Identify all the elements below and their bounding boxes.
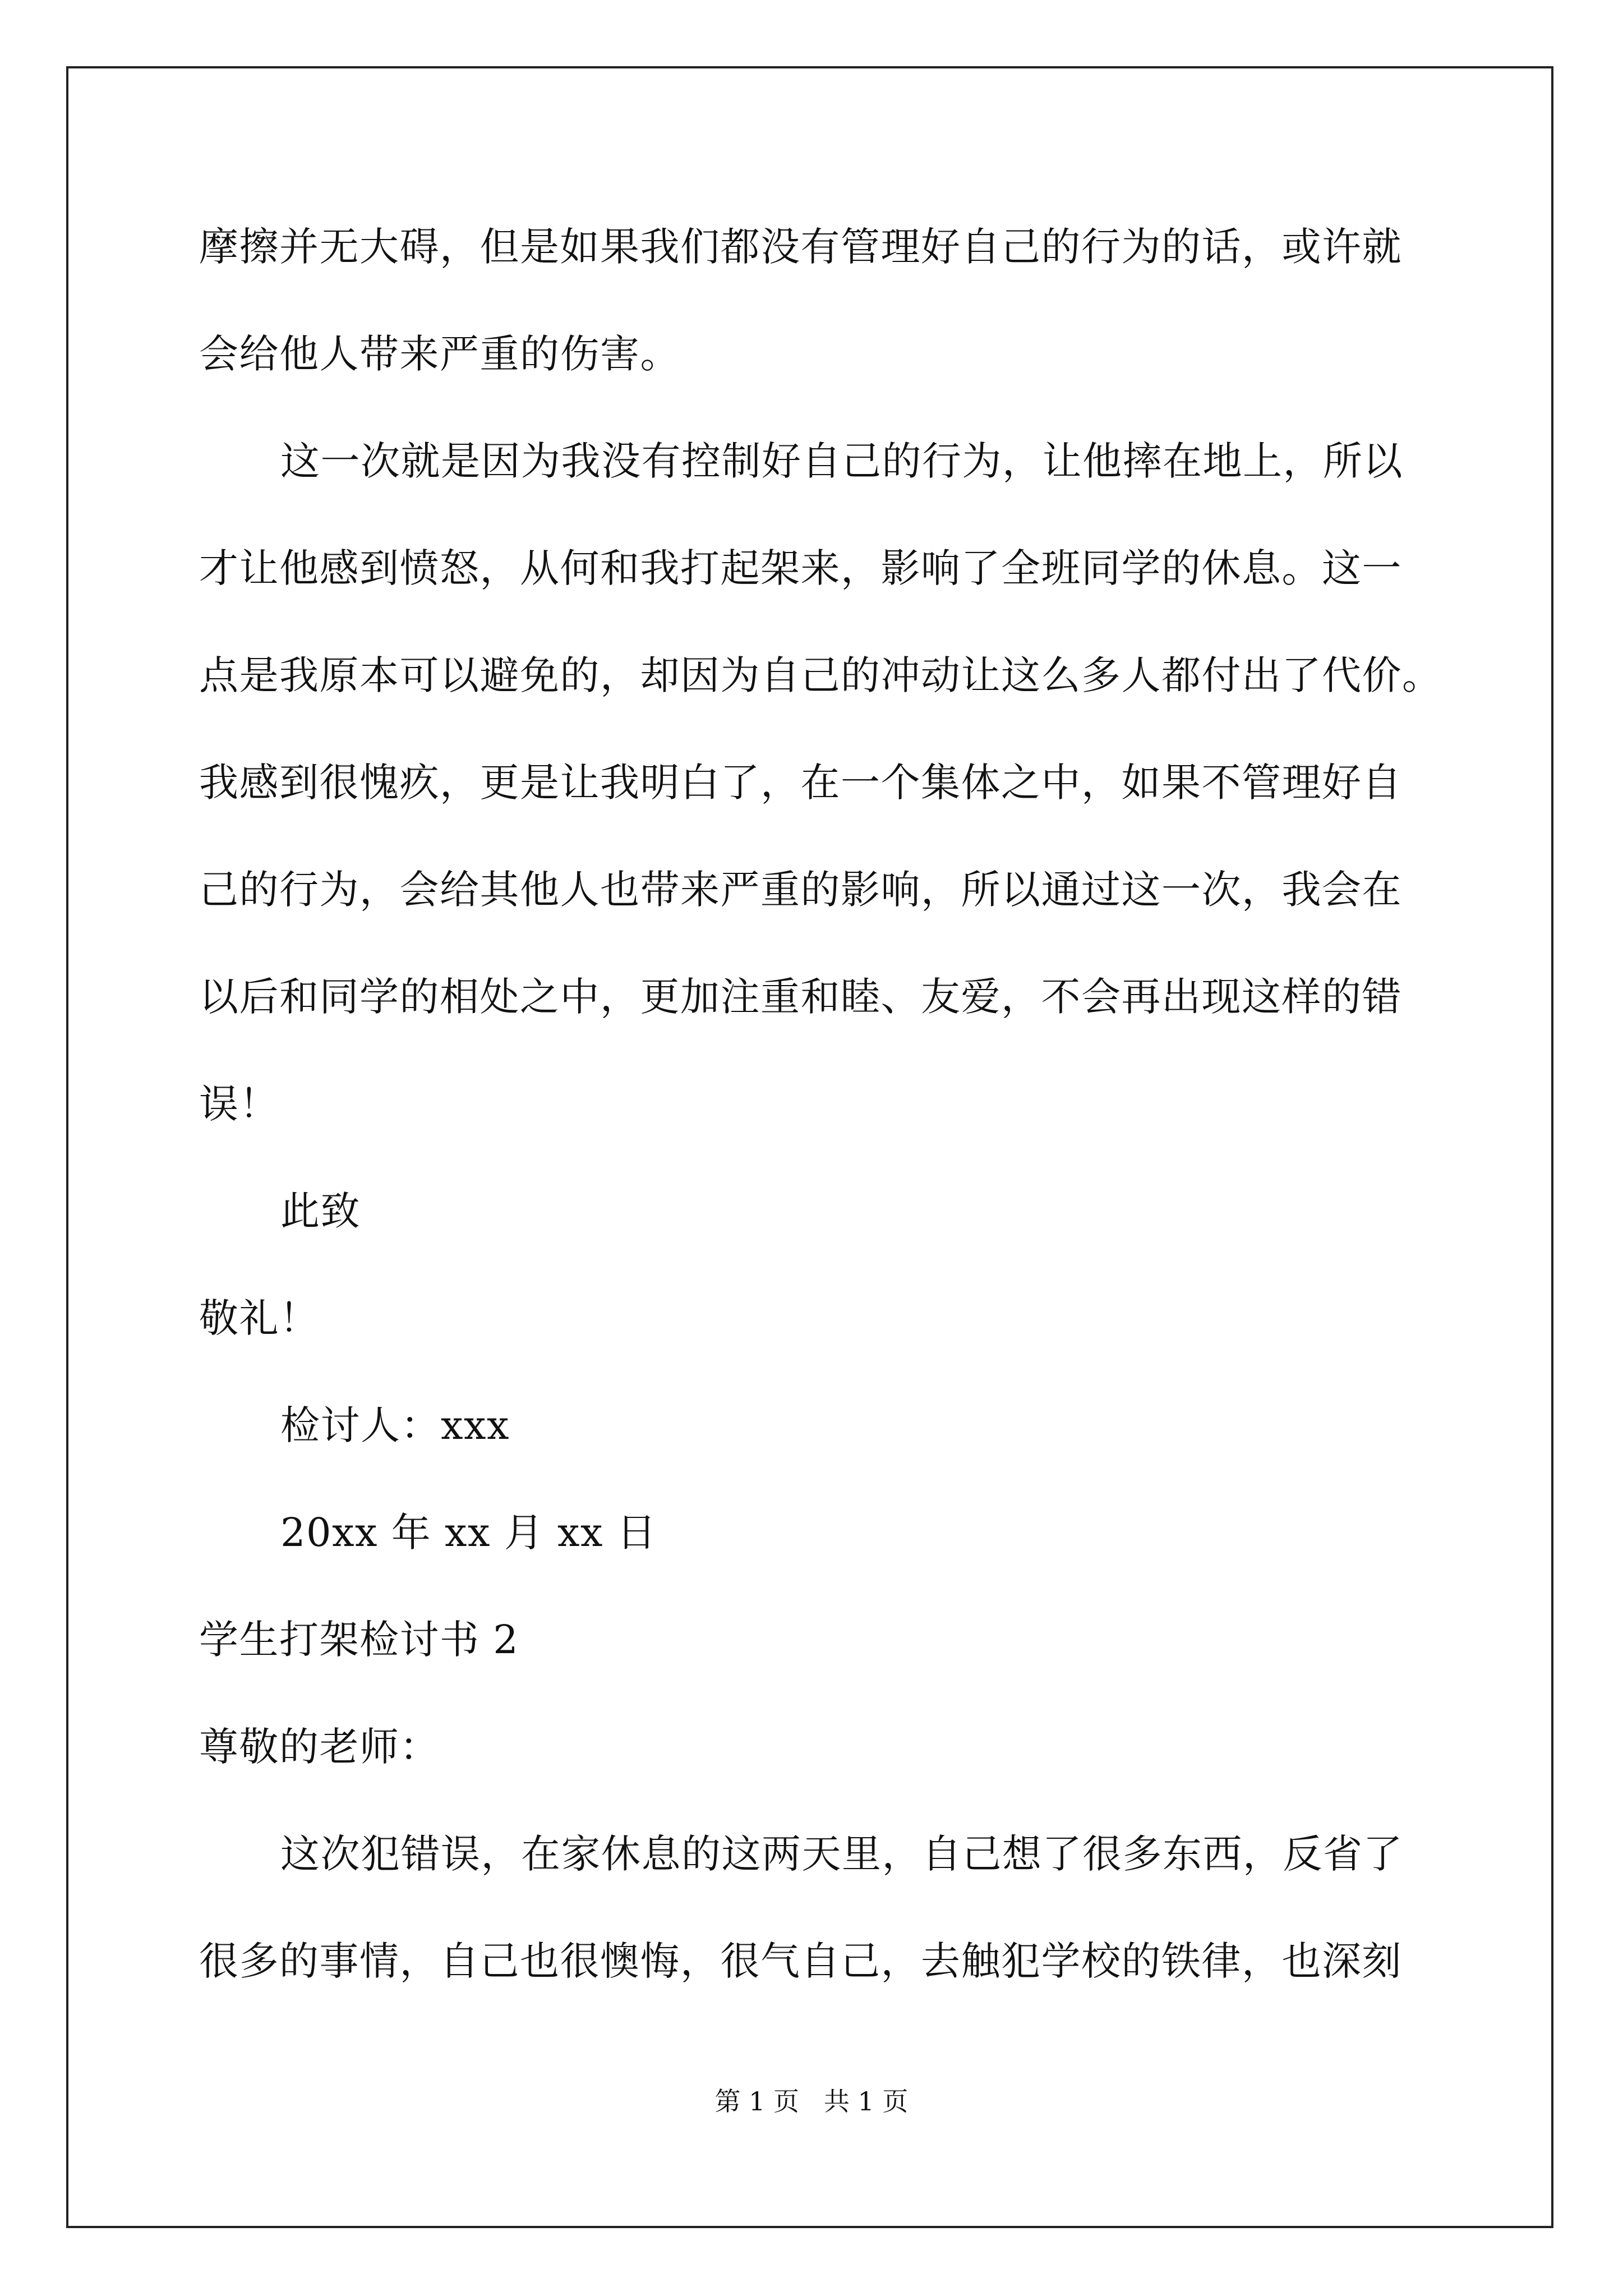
date-line: 20xx 年 xx 月 xx 日 [280, 1510, 657, 1556]
text-line: 才让他感到愤怒，从何和我打起架来，影响了全班同学的休息。这一 [199, 545, 1402, 591]
closing-regards: 敬礼！ [199, 1295, 320, 1341]
page-number-footer: 第 1 页 共 1 页 [714, 2086, 909, 2116]
text-line: 这一次就是因为我没有控制好自己的行为，让他摔在地上，所以 [280, 438, 1403, 484]
document-body [199, 213, 1442, 2035]
text-line: 会给他人带来严重的伤害。 [199, 331, 680, 377]
signature-line: 检讨人：xxx [280, 1402, 510, 1448]
section-title: 学生打架检讨书 2 [199, 1617, 519, 1663]
text-line: 这次犯错误，在家休息的这两天里，自己想了很多东西，反省了 [280, 1831, 1403, 1877]
greeting: 尊敬的老师： [199, 1724, 440, 1770]
text-line: 我感到很愧疚，更是让我明白了，在一个集体之中，如果不管理好自 [199, 760, 1402, 806]
text-line: 误！ [199, 1081, 279, 1127]
text-line: 以后和同学的相处之中，更加注重和睦、友爱，不会再出现这样的错 [199, 974, 1402, 1020]
closing-salutation: 此致 [280, 1188, 361, 1234]
text-line: 很多的事情，自己也很懊悔，很气自己，去触犯学校的铁律，也深刻 [199, 1938, 1402, 1984]
text-line: 点是我原本可以避免的，却因为自己的冲动让这么多人都付出了代价。 [199, 652, 1442, 698]
text-line: 摩擦并无大碍，但是如果我们都没有管理好自己的行为的话，或许就 [199, 224, 1402, 270]
text-line: 己的行为，会给其他人也带来严重的影响，所以通过这一次，我会在 [199, 867, 1402, 913]
